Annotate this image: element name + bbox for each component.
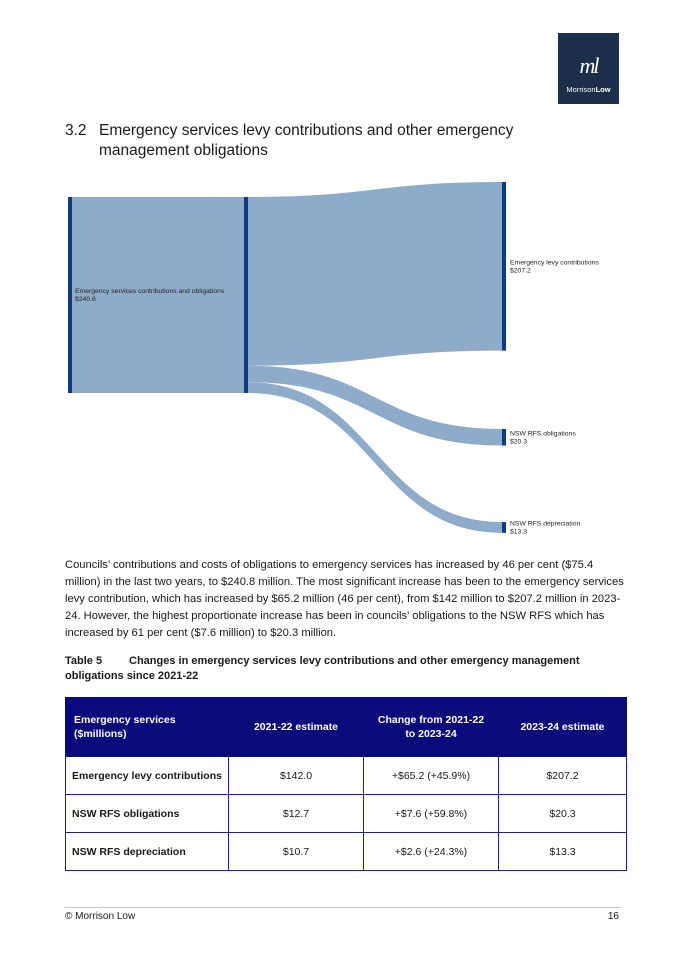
table-row [66, 795, 627, 833]
table-row [66, 757, 627, 795]
logo-wordmark: MorrisonLow [566, 85, 611, 94]
table-cell: $142.0 [229, 757, 364, 795]
table-cell: Emergency levy contributions [66, 757, 229, 795]
table-cell: $20.3 [499, 795, 627, 833]
table-cell: $10.7 [229, 833, 364, 871]
table-caption-text: Changes in emergency services levy contributions and other emergency management obligations since 2021-22 [65, 655, 580, 682]
table-cell: +$7.6 (+59.8%) [364, 795, 499, 833]
sankey-target-label: NSW RFS obligations [510, 430, 576, 438]
footer-copyright: © Morrison Low [65, 911, 136, 922]
sankey-source-label: Emergency services contributions and obligations [75, 288, 225, 295]
sankey-source-block [71, 197, 244, 393]
table-header-cell: Emergency services ($millions) [66, 698, 229, 757]
table-cell: $12.7 [229, 795, 364, 833]
sankey-target-value: $207.2 [510, 267, 531, 275]
sankey-flow-band [248, 366, 502, 446]
table-caption-label: Table 5 [65, 655, 103, 667]
table-cell: +$65.2 (+45.9%) [364, 757, 499, 795]
sankey-target-node [502, 522, 506, 533]
sankey-target-value: $13.3 [510, 528, 528, 536]
table-cell: NSW RFS obligations [66, 795, 229, 833]
footer-divider [65, 907, 621, 908]
table-cell: $13.3 [499, 833, 627, 871]
sankey-source-left-node [68, 197, 72, 393]
sankey-target-node [502, 429, 506, 446]
table-cell: +$2.6 (+24.3%) [364, 833, 499, 871]
sankey-source-value: $240.8 [75, 296, 96, 303]
sankey-target-label: Emergency levy contributions [510, 259, 599, 267]
section-title: Emergency services levy contributions and other emergency management obligations [99, 122, 514, 159]
table-header-row [66, 698, 627, 757]
table-header-cell: 2023-24 estimate [499, 698, 627, 757]
table-row [66, 833, 627, 871]
page-number: 16 [607, 911, 619, 922]
sankey-target-label: NSW RFS depreciation [510, 520, 581, 528]
morrison-low-logo [558, 33, 619, 104]
sankey-chart [60, 175, 620, 545]
body-paragraph: Councils’ contributions and costs of obligations to emergency services has increased by 46 per cent ($75.4 million) in the last two years, to $240.8 million. The most significant increase has been to the emergency services levy contribution, which has increased by $65.2 million (46 per cent), from $142 million to $207.2 million in 2023-24. However, the highest proportionate increase has been in councils’ obligations to the NSW RFS which has increased by 61 per cent ($7.6 million) to $20.3 million. [65, 559, 624, 639]
sankey-source-node [244, 197, 248, 393]
table-header-cell: Change from 2021-22 to 2023-24 [364, 698, 499, 757]
table-caption [65, 654, 625, 684]
sankey-target-value: $20.3 [510, 438, 528, 446]
sankey-target-node [502, 182, 506, 351]
table-cell: $207.2 [499, 757, 627, 795]
sankey-flow-band [248, 182, 502, 366]
table-header-cell: 2021-22 estimate [229, 698, 364, 757]
table-cell: NSW RFS depreciation [66, 833, 229, 871]
sankey-bands [248, 182, 502, 533]
logo-mark: ml [579, 53, 598, 78]
changes-table [65, 697, 627, 871]
section-number: 3.2 [65, 122, 87, 139]
